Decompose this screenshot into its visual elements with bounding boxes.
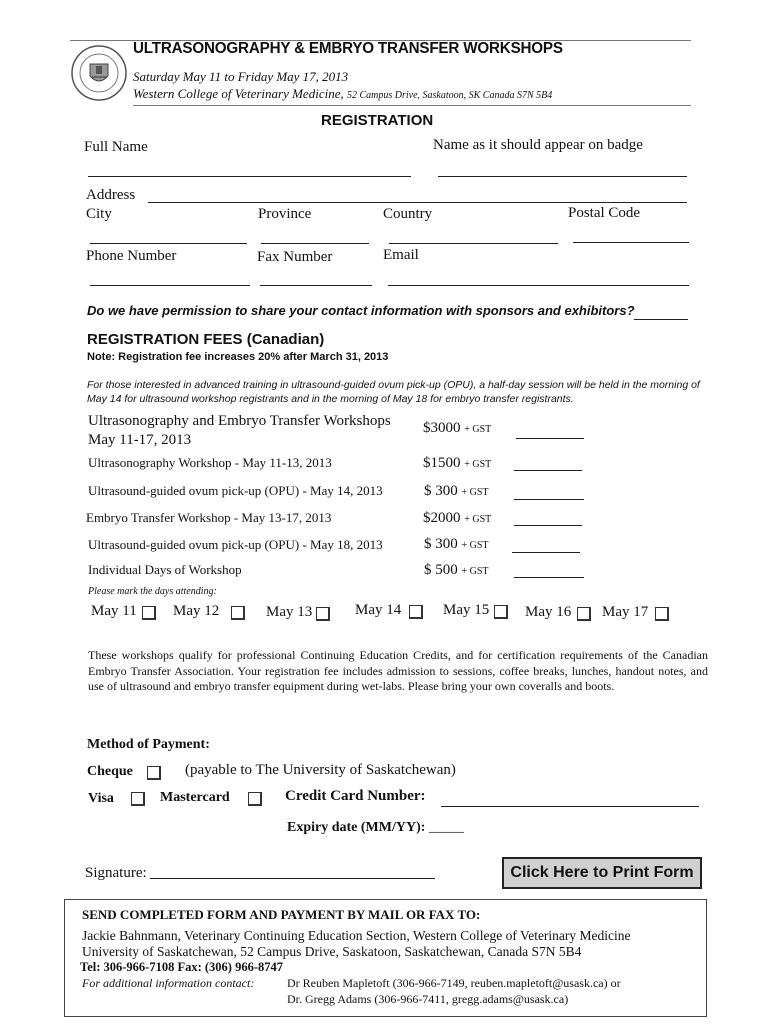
fee-item-4-name: Embryo Transfer Workshop - May 13-17, 2013 <box>86 510 332 525</box>
city-label: City <box>86 206 112 222</box>
expiry-row <box>287 820 464 836</box>
days-prompt: Please mark the days attending: <box>88 586 217 597</box>
fee-item-4-amount-field[interactable] <box>514 525 582 526</box>
fee-item-6-amount-field[interactable] <box>514 577 584 578</box>
workshop-dates: Saturday May 11 to Friday May 17, 2013 <box>133 69 349 84</box>
day-may-15-checkbox[interactable] <box>494 605 508 619</box>
university-seal-icon <box>70 44 128 102</box>
address-field[interactable] <box>148 202 687 203</box>
day-may-16-checkbox[interactable] <box>577 607 591 621</box>
fee-item-1-name-line1: Ultrasonography and Embryo Transfer Workshops <box>88 413 391 429</box>
credit-card-number-field[interactable] <box>441 806 699 807</box>
badge-name-field[interactable] <box>438 176 687 177</box>
day-may-14-checkbox[interactable] <box>409 605 423 619</box>
fee-item-1-price: $3000 + GST <box>423 420 492 436</box>
email-label: Email <box>383 247 419 263</box>
fax-label: Fax Number <box>257 249 333 265</box>
fee-item-3-price: $ 300 + GST <box>424 483 489 499</box>
registration-heading: REGISTRATION <box>321 112 434 129</box>
tel-fax: Tel: 306-966-7108 Fax: (306) 966-8747 <box>80 960 283 974</box>
venue-address: 52 Campus Drive, Saskatoon, SK Canada S7N 5B4 <box>346 90 553 101</box>
country-label: Country <box>383 206 433 222</box>
contact-person-1: Dr Reuben Mapletoft (306-966-7149, reuben.mapletoft@usask.ca) or <box>287 976 621 990</box>
venue-name: Western College of Veterinary Medicine, <box>133 86 344 101</box>
cheque-label: Cheque <box>87 764 133 779</box>
day-may-17-label: May 17 <box>602 604 649 620</box>
fee-item-2-price: $1500 + GST <box>423 455 492 471</box>
phone-field[interactable] <box>90 285 250 286</box>
email-field[interactable] <box>388 285 689 286</box>
fee-item-6-name: Individual Days of Workshop <box>88 562 242 577</box>
expiry-label: Expiry date (MM/YY): <box>287 820 426 835</box>
fee-item-5-amount-field[interactable] <box>512 552 580 553</box>
day-may-15-label: May 15 <box>443 602 490 618</box>
postal-code-field[interactable] <box>573 242 689 243</box>
fax-field[interactable] <box>260 285 372 286</box>
fee-item-5-name: Ultrasound-guided ovum pick-up (OPU) - May 18, 2013 <box>88 537 383 552</box>
address-label: Address <box>86 187 136 203</box>
signature-field[interactable] <box>150 878 435 879</box>
country-field[interactable] <box>389 243 558 244</box>
additional-contact-label: For additional information contact: <box>82 976 255 990</box>
fee-item-1-name-line2: May 11-17, 2013 <box>88 432 192 448</box>
send-heading: SEND COMPLETED FORM AND PAYMENT BY MAIL OR FAX TO: <box>82 907 481 922</box>
day-may-16-label: May 16 <box>525 604 572 620</box>
day-may-11-checkbox[interactable] <box>142 606 156 620</box>
permission-answer-field[interactable] <box>634 319 688 320</box>
fee-item-5-price: $ 300 + GST <box>424 536 489 552</box>
day-may-12-label: May 12 <box>173 603 220 619</box>
fees-note: Note: Registration fee increases 20% after March 31, 2013 <box>87 351 389 363</box>
fee-item-1-name <box>88 412 391 450</box>
fee-item-4-price: $2000 + GST <box>423 510 492 526</box>
expiry-field[interactable]: _____ <box>428 820 464 835</box>
day-may-17-checkbox[interactable] <box>655 607 669 621</box>
fee-item-2-name: Ultrasonography Workshop - May 11-13, 2013 <box>88 455 332 470</box>
fees-heading: REGISTRATION FEES (Canadian) <box>87 331 325 348</box>
fee-item-1-amount-field[interactable] <box>516 438 584 439</box>
page-title: ULTRASONOGRAPHY & EMBRYO TRANSFER WORKSHOPS <box>133 40 563 57</box>
province-field[interactable] <box>261 243 369 244</box>
mastercard-checkbox[interactable] <box>248 792 262 806</box>
city-field[interactable] <box>90 243 247 244</box>
day-may-13-checkbox[interactable] <box>316 607 330 621</box>
day-may-11-label: May 11 <box>91 603 137 619</box>
payment-heading: Method of Payment: <box>87 737 210 752</box>
province-label: Province <box>258 206 312 222</box>
day-may-14-label: May 14 <box>355 602 402 618</box>
cheque-checkbox[interactable] <box>147 766 161 780</box>
contact-person-2: Dr. Gregg Adams (306-966-7411, gregg.adams@usask.ca) <box>287 992 569 1006</box>
mastercard-label: Mastercard <box>160 790 230 805</box>
visa-checkbox[interactable] <box>131 792 145 806</box>
fee-item-2-amount-field[interactable] <box>514 470 582 471</box>
fee-item-3-amount-field[interactable] <box>514 499 584 500</box>
contact-line-2: University of Saskatchewan, 52 Campus Drive, Saskatoon, Saskatchewan, Canada S7N 5B4 <box>82 944 582 959</box>
full-name-field[interactable] <box>88 176 411 177</box>
print-form-button[interactable]: Click Here to Print Form <box>502 857 702 889</box>
workshop-venue <box>133 86 552 102</box>
signature-label: Signature: <box>85 865 147 881</box>
ce-credits-text: These workshops qualify for professional Continuing Education Credits, and for certification requirements of the Canadian Embryo Transfer Association. Your registration fee includes admission to sessions, coffee breaks, lunches, handout notes, and use of ultrasound and embryo transfer equipment during wet-labs. Please bring your own coveralls and boots. <box>88 648 708 693</box>
credit-card-number-label: Credit Card Number: <box>285 788 426 804</box>
fee-item-3-name: Ultrasound-guided ovum pick-up (OPU) - May 14, 2013 <box>88 483 383 498</box>
day-may-13-label: May 13 <box>266 604 313 620</box>
permission-question: Do we have permission to share your contact information with sponsors and exhibitors? <box>87 303 635 318</box>
contact-line-1: Jackie Bahnmann, Veterinary Continuing Education Section, Western College of Veterinary Medicine <box>82 928 631 943</box>
visa-label: Visa <box>88 791 114 806</box>
cheque-note: (payable to The University of Saskatchewan) <box>185 762 456 778</box>
phone-label: Phone Number <box>86 248 177 264</box>
postal-code-label: Postal Code <box>568 205 641 221</box>
fee-item-6-price: $ 500 + GST <box>424 562 489 578</box>
badge-name-label: Name as it should appear on badge <box>433 137 643 153</box>
opu-info: For those interested in advanced training in ultrasound-guided ovum pick-up (OPU), a half-day session will be held in the morning of May 14 for ultrasound workshop registrants and in the morning of May 18 for embryo transfer registrants. <box>87 379 700 405</box>
day-may-12-checkbox[interactable] <box>231 606 245 620</box>
full-name-label: Full Name <box>84 139 148 155</box>
header-bottom-rule <box>133 105 691 106</box>
